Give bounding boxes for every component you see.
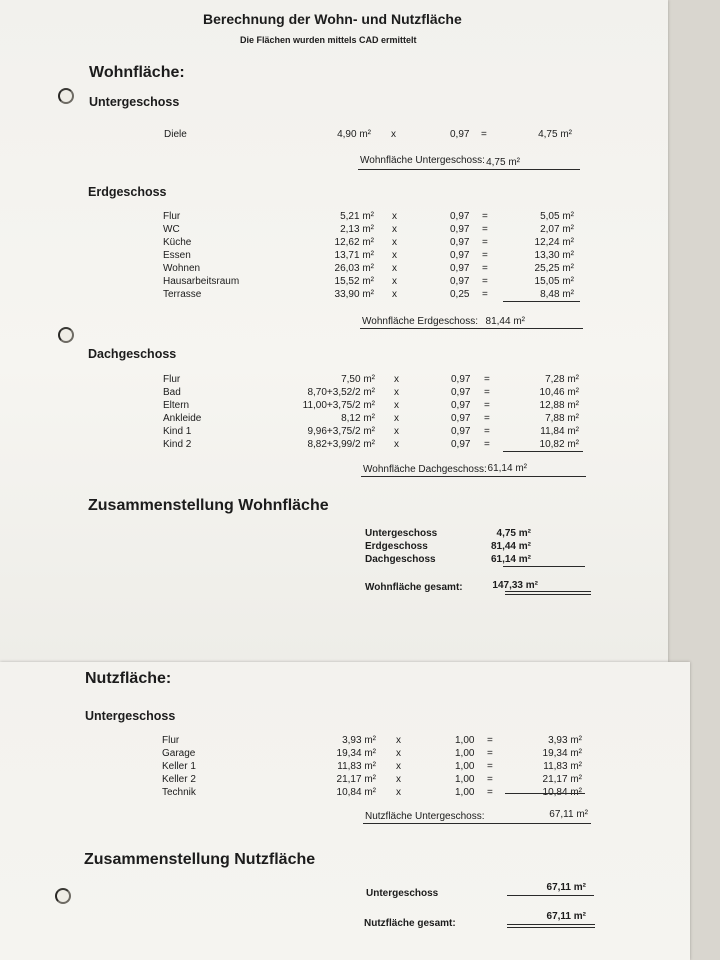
multiply-sign: x [394,426,399,437]
equals-sign: = [484,426,490,437]
punch-hole [58,327,74,343]
room-area: 13,71 m² [334,250,374,261]
room-area: 15,52 m² [334,276,374,287]
wohn-eg-sum-value: 81,44 m² [485,316,525,327]
factor: 0,97 [450,224,470,235]
room-name: Technik [162,787,196,798]
nutz-ug-sum-value: 67,11 m² [549,809,588,820]
factor: 0,97 [451,400,471,411]
room-area: 4,90 m² [337,129,371,140]
room-name: Keller 2 [162,774,196,785]
multiply-sign: x [394,413,399,424]
room-name: Kind 1 [163,426,192,437]
wohn-dg-sum-label: Wohnfläche Dachgeschoss: [363,464,487,475]
wohn-dg-row [0,373,720,386]
room-area: 8,70+3,52/2 m² [307,387,375,398]
equals-sign: = [481,129,487,140]
room-name: Terrasse [163,289,202,300]
nutz-ug-sum-label: Nutzfläche Untergeschoss: [365,811,485,822]
equals-sign: = [482,263,488,274]
equals-sign: = [487,761,493,772]
wohn-dg-sum-value: 61,14 m² [487,463,527,474]
wohn-dg-row [0,412,720,425]
document-title: Berechnung der Wohn- und Nutzfläche [203,11,462,27]
wohn-eg-row [0,223,720,236]
multiply-sign: x [396,735,401,746]
room-name: Ankleide [163,413,202,424]
result-area: 11,83 m² [543,761,582,772]
nutz-ug-row [0,786,720,799]
nutzflaeche-heading: Nutzfläche: [85,670,172,687]
underline [361,476,586,477]
wohn-dg-row [0,438,720,451]
section-heading-nutz-ug: Untergeschoss [85,709,176,723]
underline [363,823,591,824]
room-area: 8,82+3,99/2 m² [307,439,375,450]
equals-sign: = [482,276,488,287]
room-area: 12,62 m² [334,237,374,248]
zusammenstellung-wohn-heading: Zusammenstellung Wohnfläche [88,497,329,514]
room-name: Garage [162,748,196,759]
result-area: 11,84 m² [540,426,579,437]
factor: 0,25 [450,289,470,300]
multiply-sign: x [391,129,396,140]
multiply-sign: x [396,761,401,772]
zus-wohn-label-dg: Dachgeschoss [365,554,436,565]
room-area: 11,83 m² [337,761,376,772]
factor: 0,97 [450,129,470,140]
nutz-ug-row [0,773,720,786]
zus-wohn-total-label: Wohnfläche gesamt: [365,582,463,593]
multiply-sign: x [392,276,397,287]
equals-sign: = [484,387,490,398]
punch-hole [58,88,74,104]
room-name: Küche [163,237,192,248]
zus-wohn-value-eg: 81,44 m² [490,541,531,552]
zus-wohn-total-value: 147,33 m² [492,580,538,591]
result-area: 2,07 m² [540,224,574,235]
room-area: 21,17 m² [336,774,376,785]
multiply-sign: x [392,237,397,248]
room-area: 11,00+3,75/2 m² [302,400,375,411]
wohn-eg-row [0,236,720,249]
room-area: 5,21 m² [340,211,374,222]
wohn-ug-sum-value: 4,75 m² [486,157,520,168]
factor: 0,97 [450,276,470,287]
nutz-ug-row [0,734,720,747]
result-area: 7,88 m² [545,413,579,424]
equals-sign: = [482,289,488,300]
result-underline [503,566,585,567]
wohn-eg-sum-label: Wohnfläche Erdgeschoss: [362,316,478,327]
room-name: Keller 1 [162,761,196,772]
factor: 0,97 [451,387,471,398]
paper-sheet-bottom [0,662,690,960]
factor: 1,00 [455,787,475,798]
room-name: Eltern [163,400,190,411]
zus-wohn-label-eg: Erdgeschoss [365,541,428,552]
zus-wohn-label-ug: Untergeschoss [365,528,438,539]
zus-nutz-value-ug: 67,11 m² [546,882,586,893]
result-area: 4,75 m² [538,129,572,140]
room-area: 19,34 m² [336,748,376,759]
factor: 0,97 [450,263,470,274]
room-name: Flur [162,735,180,746]
wohn-dg-row [0,399,720,412]
factor: 0,97 [450,211,470,222]
wohn-dg-row [0,386,720,399]
multiply-sign: x [392,250,397,261]
room-name: Flur [163,374,181,385]
multiply-sign: x [396,774,401,785]
room-area: 7,50 m² [341,374,375,385]
nutz-ug-row [0,747,720,760]
equals-sign: = [484,413,490,424]
wohn-ug-row [0,128,720,141]
room-name: Bad [163,387,181,398]
underline [358,169,580,170]
factor: 1,00 [455,748,475,759]
factor: 1,00 [455,774,475,785]
factor: 0,97 [450,250,470,261]
result-area: 3,93 m² [548,735,582,746]
multiply-sign: x [394,374,399,385]
multiply-sign: x [394,400,399,411]
punch-hole [55,888,71,904]
equals-sign: = [482,211,488,222]
room-area: 26,03 m² [334,263,374,274]
room-name: Essen [163,250,191,261]
double-underline [507,924,595,925]
section-heading-wohn-dg: Dachgeschoss [88,347,177,361]
equals-sign: = [484,439,490,450]
zus-nutz-label-ug: Untergeschoss [366,888,439,899]
equals-sign: = [482,224,488,235]
nutz-ug-row [0,760,720,773]
factor: 0,97 [450,237,470,248]
wohn-ug-sum-label: Wohnfläche Untergeschoss: [360,155,485,166]
factor: 0,97 [451,439,471,450]
result-area: 15,05 m² [534,276,574,287]
zus-nutz-total-label: Nutzfläche gesamt: [364,918,456,929]
room-name: WC [163,224,180,235]
room-name: Diele [164,129,187,140]
wohn-eg-row [0,288,720,301]
result-area: 8,48 m² [540,289,574,300]
result-underline [503,451,583,452]
wohn-eg-row [0,249,720,262]
room-area: 8,12 m² [341,413,375,424]
underline [360,328,583,329]
equals-sign: = [484,374,490,385]
result-underline [503,301,580,302]
room-name: Wohnen [163,263,201,274]
result-area: 21,17 m² [542,774,582,785]
equals-sign: = [487,787,493,798]
equals-sign: = [482,237,488,248]
double-underline [507,927,595,928]
factor: 0,97 [451,374,471,385]
result-area: 13,30 m² [534,250,574,261]
room-name: Kind 2 [163,439,192,450]
wohn-eg-row [0,210,720,223]
result-underline [505,793,585,794]
factor: 0,97 [451,413,471,424]
zus-nutz-total-value: 67,11 m² [546,911,586,922]
multiply-sign: x [392,224,397,235]
wohn-dg-row [0,425,720,438]
equals-sign: = [484,400,490,411]
room-area: 10,84 m² [336,787,376,798]
room-area: 2,13 m² [340,224,374,235]
room-name: Hausarbeitsraum [163,276,240,287]
room-area: 33,90 m² [334,289,374,300]
wohn-eg-row [0,262,720,275]
multiply-sign: x [392,289,397,300]
result-area: 25,25 m² [534,263,574,274]
wohnflaeche-heading: Wohnfläche: [89,64,185,81]
result-underline [507,895,594,896]
document-subtitle: Die Flächen wurden mittels CAD ermittelt [240,35,417,45]
section-heading-wohn-eg: Erdgeschoss [88,185,167,199]
wohn-eg-row [0,275,720,288]
zus-wohn-value-dg: 61,14 m² [490,554,531,565]
result-area: 19,34 m² [542,748,582,759]
result-area: 12,88 m² [539,400,579,411]
multiply-sign: x [396,787,401,798]
result-area: 5,05 m² [540,211,574,222]
result-area: 7,28 m² [545,374,579,385]
equals-sign: = [487,774,493,785]
equals-sign: = [487,748,493,759]
section-heading-wohn-ug: Untergeschoss [89,95,180,109]
room-area: 3,93 m² [342,735,376,746]
result-area: 10,82 m² [539,439,579,450]
factor: 1,00 [455,761,475,772]
zusammenstellung-nutz-heading: Zusammenstellung Nutzfläche [84,851,316,868]
factor: 1,00 [455,735,475,746]
equals-sign: = [482,250,488,261]
double-underline [505,591,591,592]
multiply-sign: x [392,211,397,222]
equals-sign: = [487,735,493,746]
double-underline [505,594,591,595]
multiply-sign: x [396,748,401,759]
result-area: 12,24 m² [534,237,574,248]
room-name: Flur [163,211,181,222]
multiply-sign: x [394,439,399,450]
multiply-sign: x [392,263,397,274]
zus-wohn-value-ug: 4,75 m² [496,528,531,539]
room-area: 9,96+3,75/2 m² [307,426,375,437]
multiply-sign: x [394,387,399,398]
factor: 0,97 [451,426,471,437]
result-area: 10,46 m² [539,387,579,398]
